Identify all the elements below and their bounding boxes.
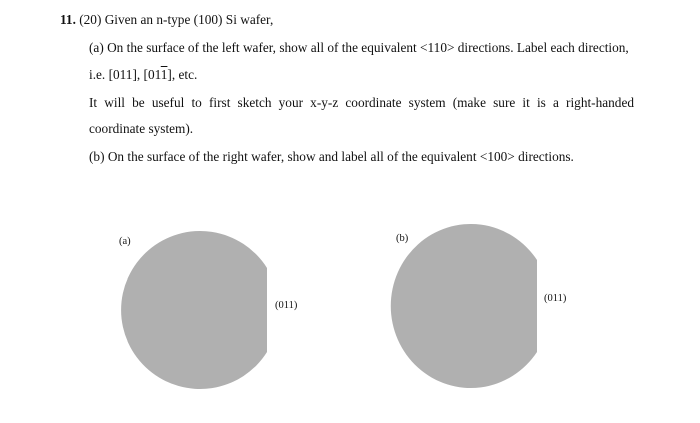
right-wafer-label: (b) — [396, 233, 409, 244]
part-b-line: (b) On the surface of the right wafer, show and label all of the equivalent <100> directions. — [89, 149, 574, 164]
left-wafer-flat-label: (011) — [275, 300, 298, 311]
right-wafer-flat-label: (011) — [544, 293, 567, 304]
left-wafer-label: (a) — [119, 236, 131, 247]
part-a-example-2: [011], — [143, 67, 176, 82]
left-wafer — [114, 230, 274, 390]
part-a-line-1: (a) On the surface of the left wafer, show all of the equivalent <110> directions. Label each direction, — [89, 40, 629, 55]
right-wafer — [381, 224, 546, 389]
part-a-etc: etc. — [178, 67, 198, 82]
note-line-1: It will be useful to first sketch your x-y-z coordinate system (make sure it is a right-handed — [89, 95, 634, 110]
part-a-line-2 — [89, 67, 197, 83]
question-intro: (20) Given an n-type (100) Si wafer, — [79, 12, 274, 27]
question-header — [60, 12, 273, 28]
note-line-2: coordinate system). — [89, 121, 194, 136]
part-a-example-1: i.e. [011], — [89, 67, 141, 82]
question-number: 11. — [60, 12, 76, 27]
overbar-digit: 1 — [160, 67, 168, 82]
